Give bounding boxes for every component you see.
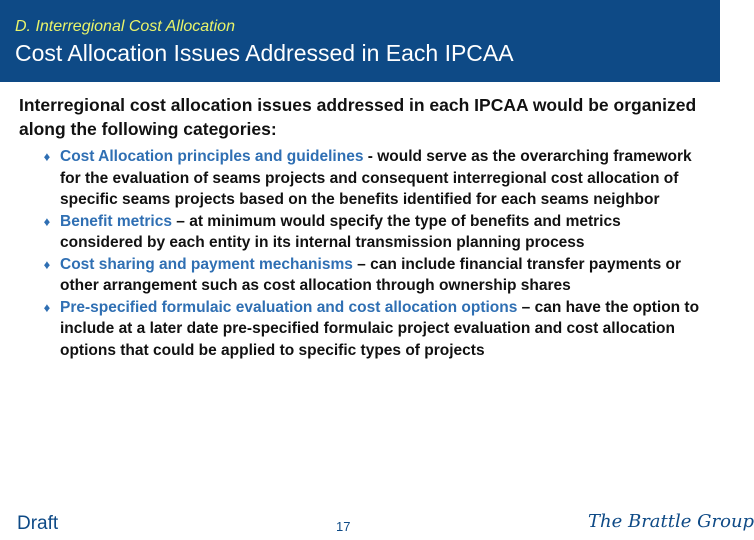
list-item — [40, 254, 700, 297]
page-number: 17 — [336, 519, 351, 534]
intro-text: Interregional cost allocation issues addressed in each IPCAA would be organized along the following categories: — [19, 95, 697, 139]
diamond-bullet-icon: ♦ — [43, 213, 51, 229]
brattle-logo: The Brattle Group — [588, 511, 754, 532]
list-item — [40, 211, 700, 254]
header-bar — [0, 0, 720, 82]
bullet-term: Benefit metrics — [60, 212, 172, 230]
draft-label: Draft — [17, 513, 59, 534]
bullet-term: Cost Allocation principles and guidelines — [60, 148, 364, 165]
diamond-bullet-icon: ♦ — [43, 149, 51, 164]
section-subtitle: D. Interregional Cost Allocation — [15, 18, 235, 35]
list-item — [40, 146, 700, 211]
bullet-list — [40, 146, 700, 361]
bullet-text: – can include financial transfer payments or other arrangement such as cost allocation through ownership shares — [60, 255, 682, 294]
bullet-text: – at minimum would specify the type of benefits and metrics considered by each entity in its internal transmission planning process — [60, 212, 621, 251]
list-item — [40, 297, 700, 362]
diamond-bullet-icon: ♦ — [43, 256, 51, 272]
slide-title: Cost Allocation Issues Addressed in Each IPCAA — [15, 40, 514, 66]
bullet-term: Pre-specified formulaic evaluation and cost allocation options — [60, 298, 518, 316]
bullet-text: - would serve as the overarching framework for the evaluation of seams projects and consequent interregional cost allocation of specific seams projects based on the benefits identified for each seams neighbor — [60, 148, 692, 208]
bullet-text: – can have the option to include at a later date pre-specified formulaic project evaluation and cost allocation options that could be applied to specific types of projects — [60, 298, 700, 359]
diamond-bullet-icon: ♦ — [43, 299, 51, 315]
bullet-term: Cost sharing and payment mechanisms — [60, 255, 353, 273]
